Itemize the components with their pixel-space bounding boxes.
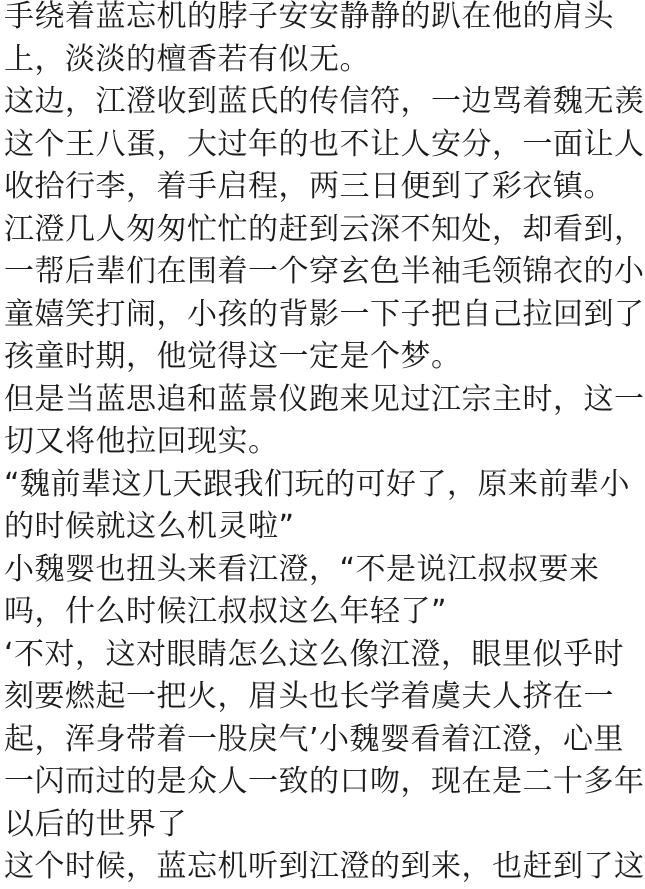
- text-line: 江澄几人匆匆忙忙的赶到云深不知处，却看到，: [4, 211, 645, 247]
- text-line: “魏前辈这几天跟我们玩的可好了，原来前辈小: [4, 466, 631, 502]
- text-line: 一帮后辈们在围着一个穿玄色半袖毛领锦衣的小: [4, 254, 645, 289]
- text-line: 收拾行李，着手启程，两三日便到了彩衣镇。: [4, 169, 614, 204]
- text-line: 童嬉笑打闹，小孩的背影一下子把自己拉回到了: [4, 296, 645, 332]
- text-line: ‘不对，这对眼睛怎么这么像江澄，眼里似乎时: [4, 636, 625, 672]
- text-body: [4, 0, 645, 889]
- text-line: 的时候就这么机灵啦”: [4, 509, 295, 544]
- text-line: 这个时候，蓝忘机听到江澄的到来，也赶到了这: [4, 849, 645, 884]
- text-line: 但是当蓝思追和蓝景仪跑来见过江宗主时，这一: [4, 381, 645, 417]
- text-line: 小魏婴也扭头来看江澄，“不是说江叔叔要来: [4, 551, 600, 587]
- text-line: 手绕着蓝忘机的脖子安安静静的趴在他的肩头: [4, 0, 614, 34]
- text-line: 吗，什么时候江叔叔这么年轻了”: [4, 594, 448, 629]
- text-line: 刻要燃起一把火，眉头也长学着虞夫人挤在一: [4, 679, 614, 714]
- text-line: 切又将他拉回现实。: [4, 424, 279, 459]
- text-line: 上，淡淡的檀香若有似无。: [4, 41, 370, 77]
- text-line: 起，浑身带着一股戾气’小魏婴看着江澄，心里: [4, 721, 625, 757]
- text-line: 以后的世界了: [4, 806, 187, 842]
- text-line: 这个王八蛋，大过年的也不让人安分，一面让人: [4, 126, 645, 162]
- text-line: 孩童时期，他觉得这一定是个梦。: [4, 339, 462, 374]
- text-line: 这边，江澄收到蓝氏的传信符，一边骂着魏无羡: [4, 84, 645, 119]
- text-line: 一闪而过的是众人一致的口吻，现在是二十多年: [4, 764, 645, 799]
